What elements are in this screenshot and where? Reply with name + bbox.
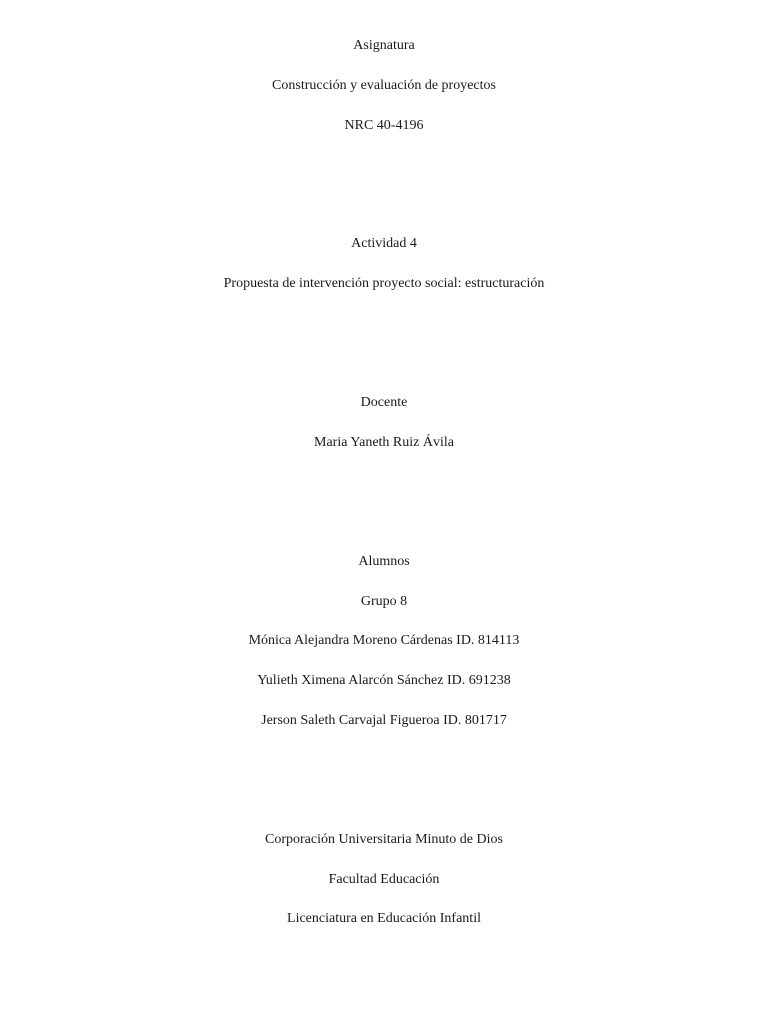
- asignatura-heading: Asignatura: [353, 38, 415, 53]
- student-line: Yulieth Ximena Alarcón Sánchez ID. 691238: [257, 673, 511, 688]
- student-line: Jerson Saleth Carvajal Figueroa ID. 801717: [261, 713, 507, 728]
- actividad-title: Propuesta de intervención proyecto social: estructuración: [223, 276, 545, 291]
- group-label: Grupo 8: [360, 594, 408, 609]
- university-name: Corporación Universitaria Minuto de Dios: [265, 832, 503, 847]
- program-name: Licenciatura en Educación Infantil: [287, 911, 481, 926]
- nrc-code: NRC 40-4196: [344, 118, 424, 133]
- faculty-name: Facultad Educación: [328, 872, 440, 887]
- alumnos-heading: Alumnos: [358, 554, 410, 569]
- actividad-heading: Actividad 4: [351, 236, 417, 251]
- student-line: Mónica Alejandra Moreno Cárdenas ID. 814113: [248, 633, 520, 648]
- docente-heading: Docente: [360, 395, 408, 410]
- course-name: Construcción y evaluación de proyectos: [272, 78, 496, 93]
- docente-name: Maria Yaneth Ruiz Ávila: [314, 435, 454, 450]
